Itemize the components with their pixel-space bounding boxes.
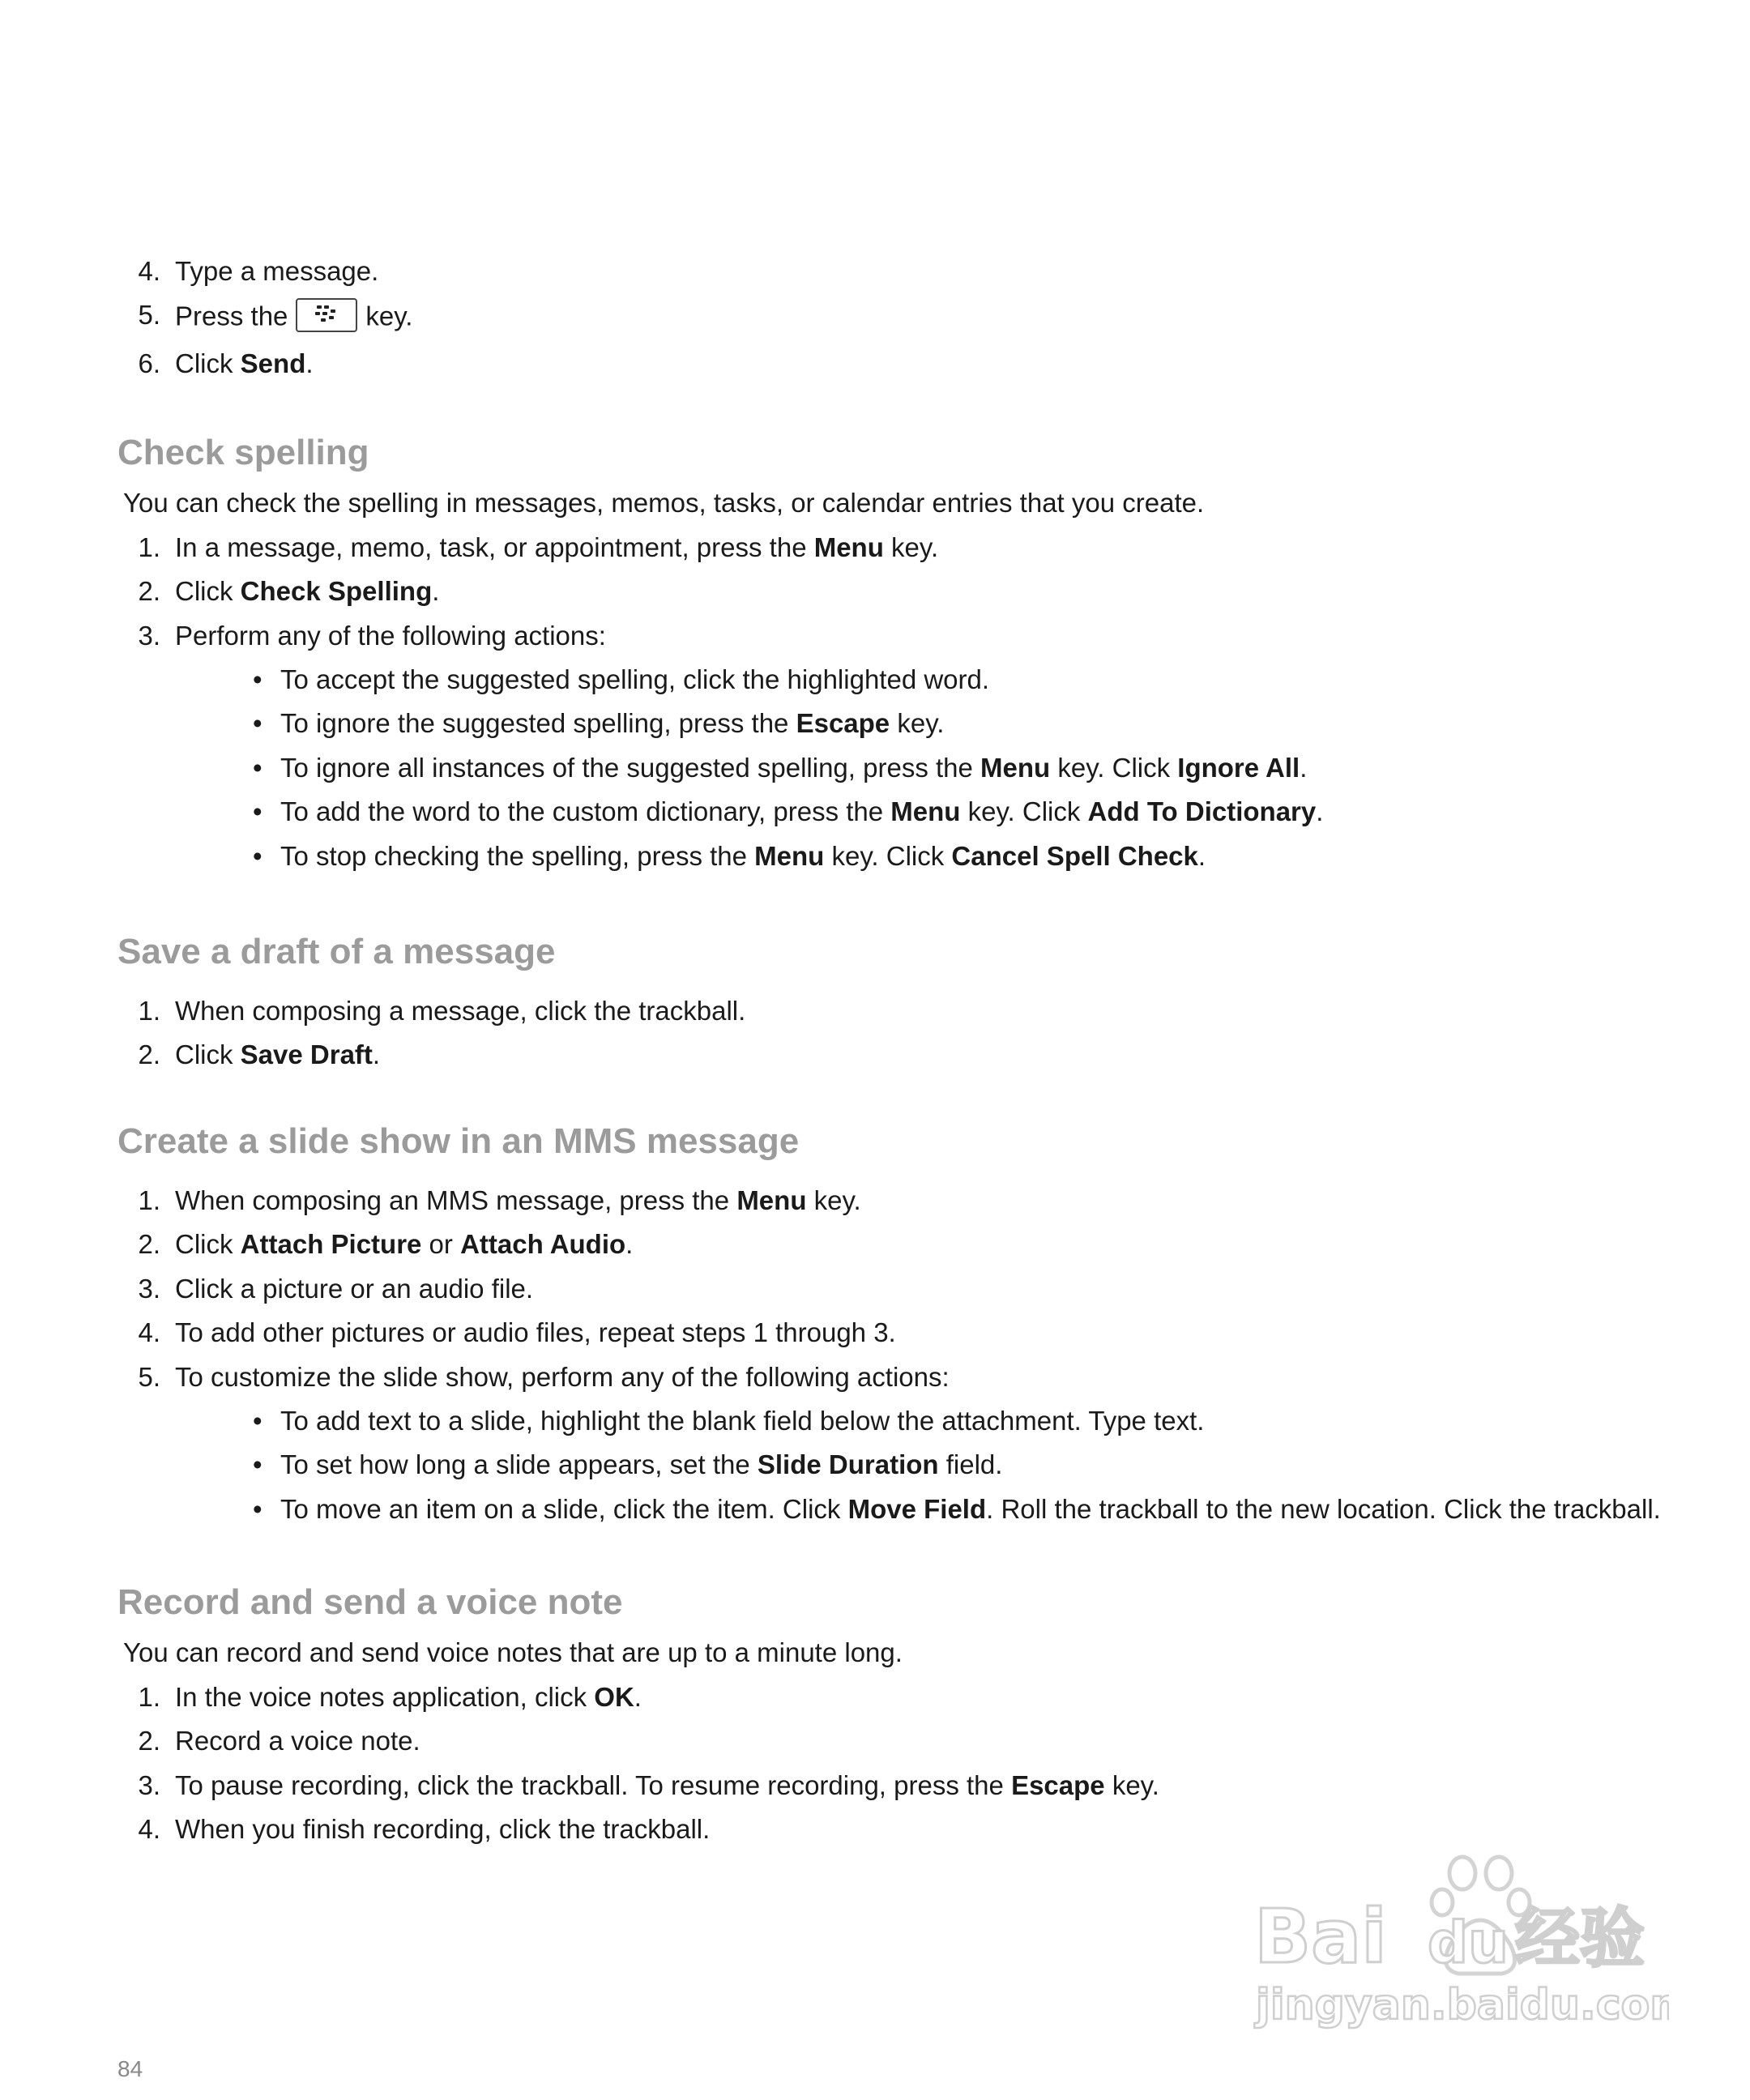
section-heading-check-spelling: Check spelling — [117, 433, 369, 472]
step-number: 3. — [138, 1770, 160, 1800]
bullet-text-pre: To stop checking the spelling, press the — [280, 841, 755, 871]
bullet-text — [280, 798, 1323, 825]
bullet-text-pre: To ignore the suggested spelling, press the — [280, 708, 796, 738]
step-text-pre: In a message, memo, task, or appointment, press the — [175, 532, 814, 562]
ui-label: Escape — [1011, 1770, 1105, 1800]
svg-text:du: du — [1428, 1910, 1509, 1976]
step-number: 1. — [138, 996, 160, 1026]
step-text-post: key. — [1104, 1770, 1159, 1800]
step-text — [175, 1684, 642, 1710]
bullet-marker: • — [253, 708, 262, 738]
step-text-pre: Click — [175, 1229, 241, 1259]
bullet-marker: • — [253, 664, 262, 694]
step-text: Click a picture or an audio file. — [175, 1274, 534, 1304]
ui-label: Slide Duration — [757, 1449, 939, 1479]
step-text-post: . — [634, 1682, 642, 1712]
step-text-post: key. — [365, 301, 413, 331]
bullet-text-pre: To ignore all instances of the suggested spelling, press the — [280, 753, 981, 783]
ui-label: Save Draft — [240, 1039, 373, 1069]
bullet-marker: • — [253, 1406, 262, 1436]
ui-label: Add To Dictionary — [1087, 796, 1317, 826]
ui-label: Menu — [890, 796, 961, 826]
step-text — [175, 1041, 380, 1068]
step-number: 1. — [138, 532, 160, 562]
bullet-text-post: . — [1300, 753, 1308, 783]
svg-text:jingyan.baidu.com: jingyan.baidu.com — [1256, 1981, 1669, 2030]
bullet-text — [280, 754, 1307, 781]
ui-label: Ignore All — [1177, 753, 1300, 783]
bullet-marker: • — [253, 753, 262, 783]
step-text: When composing a message, click the trackball. — [175, 996, 746, 1026]
svg-text:经验: 经验 — [1515, 1901, 1645, 1976]
step-text-pre: When composing an MMS message, press the — [175, 1185, 737, 1215]
ui-label: OK — [594, 1682, 634, 1712]
step-text-pre: Click — [175, 1039, 241, 1069]
step-text — [175, 1187, 861, 1214]
step-text — [175, 1231, 633, 1257]
bullet-text — [280, 843, 1206, 869]
ui-label: Escape — [796, 708, 890, 738]
step-text — [175, 350, 314, 377]
step-number: 5. — [138, 300, 160, 330]
section-heading-slide-show: Create a slide show in an MMS message — [117, 1121, 800, 1161]
step-text: When you finish recording, click the trackball. — [175, 1814, 711, 1844]
section-intro: You can check the spelling in messages, memos, tasks, or calendar entries that you create. — [123, 488, 1205, 518]
step-number: 2. — [138, 1039, 160, 1069]
step-text-post: . — [372, 1039, 381, 1069]
step-number: 6. — [138, 348, 160, 378]
bullet-marker: • — [253, 796, 262, 826]
step-text-pre: To pause recording, click the trackball. To resume recording, press the — [175, 1770, 1012, 1800]
step-number: 2. — [138, 1229, 160, 1259]
ui-label: Attach Picture — [240, 1229, 422, 1259]
step-number: 4. — [138, 1317, 160, 1347]
step-text-pre: Click — [175, 348, 241, 378]
bullet-text-pre: To add the word to the custom dictionary, press the — [280, 796, 891, 826]
ui-label: Attach Audio — [460, 1229, 626, 1259]
ui-label: Menu — [980, 753, 1051, 783]
bullet-text-post: . — [1197, 841, 1206, 871]
bullet-marker: • — [253, 841, 262, 871]
bullet-text-mid: key. Click — [824, 841, 952, 871]
ui-label: Move Field — [847, 1494, 987, 1524]
step-text — [175, 534, 938, 561]
step-text-post: key. — [883, 532, 939, 562]
step-text: Type a message. — [175, 256, 379, 286]
page-number: 84 — [117, 2056, 143, 2081]
bullet-text-mid: key. Click — [960, 796, 1088, 826]
section-heading-save-draft: Save a draft of a message — [117, 932, 556, 971]
bullet-text — [280, 1496, 1661, 1522]
section-intro: You can record and send voice notes that are up to a minute long. — [123, 1637, 903, 1667]
bullet-text-pre: To move an item on a slide, click the item. Click — [280, 1494, 848, 1524]
bullet-text-pre: To set how long a slide appears, set the — [280, 1449, 758, 1479]
bullet-text-mid: key. Click — [1050, 753, 1178, 783]
blackberry-menu-key-icon — [296, 298, 357, 332]
baidu-watermark-logo — [1248, 1839, 1669, 2034]
ui-label: Menu — [736, 1185, 807, 1215]
bullet-text: To add text to a slide, highlight the blank field below the attachment. Type text. — [280, 1406, 1205, 1436]
step-text-mid: or — [421, 1229, 461, 1259]
step-text-post: . — [305, 348, 314, 378]
step-text-post: key. — [806, 1185, 861, 1215]
step-text: Perform any of the following actions: — [175, 621, 606, 651]
step-number: 2. — [138, 1726, 160, 1756]
step-text-post: . — [432, 576, 440, 606]
step-text — [175, 1772, 1159, 1799]
step-text-pre: Press the — [175, 301, 288, 331]
bullet-text — [280, 710, 944, 736]
ui-label: Check Spelling — [240, 576, 433, 606]
bullet-text — [280, 1451, 1002, 1478]
step-number: 1. — [138, 1682, 160, 1712]
svg-text:Bai: Bai — [1254, 1893, 1387, 1980]
step-text — [175, 578, 439, 604]
ui-label: Send — [240, 348, 306, 378]
ui-label: Cancel Spell Check — [951, 841, 1198, 871]
step-number: 4. — [138, 256, 160, 286]
step-text: To add other pictures or audio files, repeat steps 1 through 3. — [175, 1317, 896, 1347]
step-number: 3. — [138, 1274, 160, 1304]
step-text-post: . — [625, 1229, 634, 1259]
step-number: 2. — [138, 576, 160, 606]
ui-label: Menu — [754, 841, 825, 871]
bullet-text-post: key. — [890, 708, 945, 738]
ui-label: Menu — [813, 532, 884, 562]
section-heading-voice-note: Record and send a voice note — [117, 1582, 623, 1622]
step-number: 5. — [138, 1362, 160, 1392]
bullet-text-post: . — [1316, 796, 1324, 826]
step-text-pre: Click — [175, 576, 241, 606]
step-number: 1. — [138, 1185, 160, 1215]
bullet-text-post: field. — [938, 1449, 1003, 1479]
bullet-marker: • — [253, 1449, 262, 1479]
step-number: 4. — [138, 1814, 160, 1844]
step-text — [175, 301, 412, 335]
bullet-marker: • — [253, 1494, 262, 1524]
step-text: Record a voice note. — [175, 1726, 420, 1756]
step-text: To customize the slide show, perform any of the following actions: — [175, 1362, 950, 1392]
step-number: 3. — [138, 621, 160, 651]
bullet-text: To accept the suggested spelling, click the highlighted word. — [280, 664, 990, 694]
step-text-pre: In the voice notes application, click — [175, 1682, 595, 1712]
bullet-text-post: . Roll the trackball to the new location. Click the trackball. — [986, 1494, 1661, 1524]
